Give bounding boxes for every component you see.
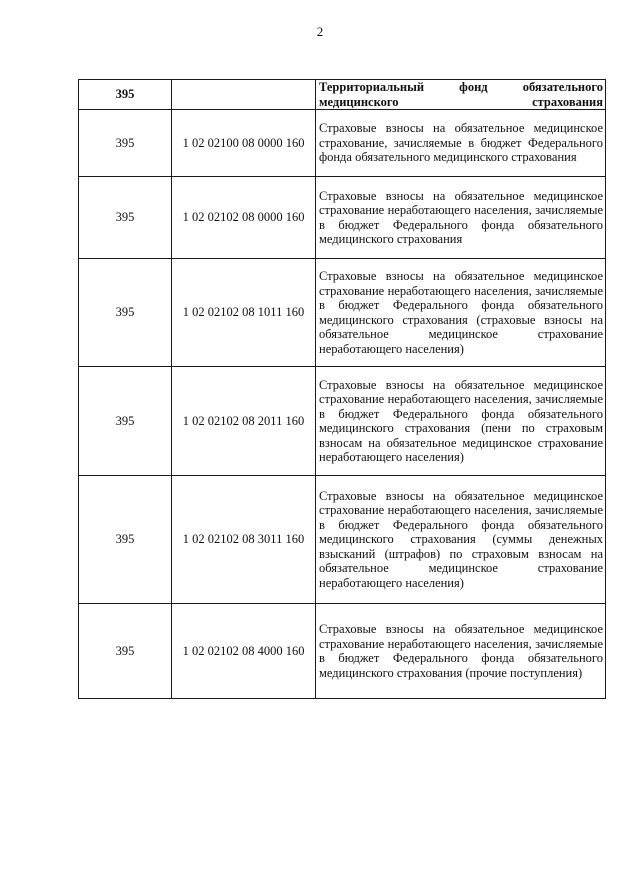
header-admin-code: 395	[79, 80, 172, 110]
table-row	[79, 604, 606, 699]
admin-code-cell: 395	[79, 367, 172, 476]
admin-code-cell: 395	[79, 604, 172, 699]
table-row	[79, 110, 606, 177]
kbk-code-cell: 1 02 02102 08 1011 160	[172, 259, 316, 367]
table-row	[79, 259, 606, 367]
header-organization-name: Территориальный фонд обязательного медицинского страхования	[316, 80, 606, 110]
kbk-code-cell: 1 02 02102 08 0000 160	[172, 177, 316, 259]
admin-code-cell: 395	[79, 110, 172, 177]
description-cell: Страховые взносы на обязательное медицинское страхование, зачисляемые в бюджет Федерального фонда обязательного медицинского страхования	[316, 110, 606, 177]
table-row	[79, 476, 606, 604]
table-row	[79, 177, 606, 259]
kbk-code-cell: 1 02 02102 08 2011 160	[172, 367, 316, 476]
admin-code-cell: 395	[79, 177, 172, 259]
kbk-code-cell: 1 02 02102 08 3011 160	[172, 476, 316, 604]
page-number: 2	[316, 24, 324, 39]
description-cell: Страховые взносы на обязательное медицинское страхование неработающего населения, зачисляемые в бюджет Федерального фонда обязательного медицинского страхования (прочие поступления)	[316, 604, 606, 699]
header-kbk	[172, 80, 316, 110]
description-cell: Страховые взносы на обязательное медицинское страхование неработающего населения, зачисляемые в бюджет Федерального фонда обязательного медицинского страхования (страховые взносы на обязательное медицинское страхование неработающего населения)	[316, 259, 606, 367]
description-cell: Страховые взносы на обязательное медицинское страхование неработающего населения, зачисляемые в бюджет Федерального фонда обязательного медицинского страхования (пени по страховым взносам на обязательное медицинское страхование неработающего населения)	[316, 367, 606, 476]
admin-code-cell: 395	[79, 259, 172, 367]
table-row	[79, 367, 606, 476]
table-header-row	[79, 80, 606, 110]
kbk-code-cell: 1 02 02102 08 4000 160	[172, 604, 316, 699]
budget-classification-table	[78, 79, 606, 699]
description-cell: Страховые взносы на обязательное медицинское страхование неработающего населения, зачисляемые в бюджет Федерального фонда обязательного медицинского страхования	[316, 177, 606, 259]
admin-code-cell: 395	[79, 476, 172, 604]
kbk-code-cell: 1 02 02100 08 0000 160	[172, 110, 316, 177]
description-cell: Страховые взносы на обязательное медицинское страхование неработающего населения, зачисляемые в бюджет Федерального фонда обязательного медицинского страхования (суммы денежных взысканий (штрафов) по страховым взносам на обязательное медицинское страхование неработающего населения)	[316, 476, 606, 604]
